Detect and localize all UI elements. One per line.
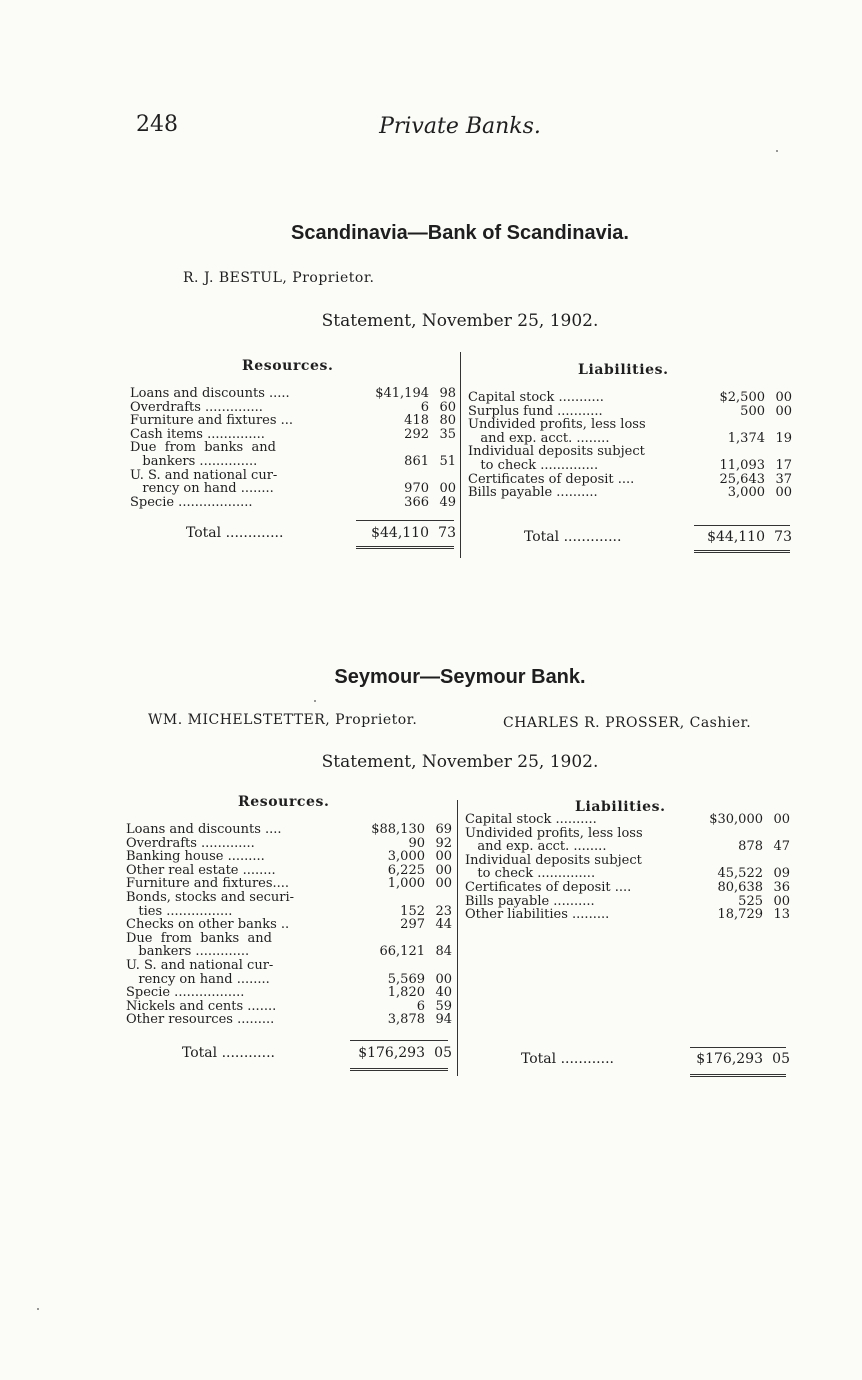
- ledger-row: [465, 867, 790, 881]
- row-label: ties ................: [126, 903, 233, 919]
- row-label: Certificates of deposit ....: [465, 879, 632, 895]
- ledger-row: [468, 405, 792, 419]
- row-cents: 05: [434, 1045, 452, 1061]
- row-amount: 6: [420, 399, 429, 415]
- row-cents: 69: [435, 822, 452, 837]
- row-cents: 60: [439, 399, 456, 415]
- row-amount: 1,374: [727, 430, 765, 446]
- row-label: Specie .................: [126, 985, 245, 1001]
- row-cents: 00: [435, 876, 452, 892]
- subtotal-rule: [690, 1047, 786, 1048]
- ledger-row: [126, 959, 452, 973]
- ledger-row: [130, 482, 456, 496]
- row-amount: $44,110: [371, 525, 429, 541]
- liabilities-total: [468, 531, 792, 545]
- row-label: Capital stock ...........: [468, 390, 604, 405]
- row-label: Capital stock ..........: [465, 812, 597, 827]
- row-label: U. S. and national cur-: [130, 467, 278, 483]
- ledger-row: [465, 895, 790, 909]
- row-amount: 152: [400, 903, 425, 919]
- resources-heading: Resources.: [242, 358, 334, 374]
- ledger-row: [465, 854, 790, 868]
- row-amount: 366: [404, 494, 429, 510]
- row-label: Other resources .........: [126, 1012, 275, 1028]
- row-cents: 94: [435, 1012, 452, 1028]
- row-cents: 35: [439, 426, 456, 442]
- row-amount: $88,130: [371, 822, 425, 837]
- total-double-rule: [694, 550, 790, 553]
- row-amount: 1,000: [387, 876, 425, 892]
- row-cents: 47: [773, 839, 790, 855]
- column-divider: [457, 800, 458, 1076]
- row-label: Loans and discounts ....: [126, 822, 282, 837]
- row-amount: 25,643: [719, 471, 765, 487]
- row-amount: 6,225: [387, 862, 425, 878]
- row-label: Total ............: [182, 1045, 275, 1061]
- print-speck: [776, 150, 778, 152]
- proprietor: WM. MICHELSTETTER, Proprietor.: [148, 712, 418, 728]
- row-amount: $2,500: [719, 390, 765, 405]
- row-label: rency on hand ........: [130, 481, 274, 497]
- row-label: rency on hand ........: [126, 971, 270, 987]
- resources-heading: Resources.: [238, 794, 330, 810]
- row-amount: 297: [400, 917, 425, 933]
- row-label: Total ............: [521, 1051, 614, 1067]
- ledger-row: [126, 1013, 452, 1027]
- bank-title: Scandinavia—Bank of Scandinavia.: [291, 222, 629, 244]
- row-cents: 00: [435, 971, 452, 987]
- ledger-row: [130, 441, 456, 455]
- resources-table: [130, 387, 456, 509]
- ledger-row: [126, 823, 452, 837]
- row-amount: 66,121: [379, 944, 425, 960]
- row-cents: 36: [773, 879, 790, 895]
- subtotal-rule: [694, 525, 790, 526]
- liabilities-heading: Liabilities.: [578, 362, 669, 378]
- row-cents: 73: [774, 529, 792, 545]
- row-amount: 5,569: [387, 971, 425, 987]
- ledger-row: [468, 391, 792, 405]
- statement-date: Statement, November 25, 1902.: [321, 311, 599, 331]
- row-label: Total .............: [186, 525, 284, 541]
- resources-total: [130, 527, 456, 541]
- row-cents: 00: [435, 849, 452, 865]
- resources-total: [126, 1047, 452, 1061]
- row-amount: $176,293: [696, 1051, 763, 1067]
- ledger-row: [465, 881, 790, 895]
- row-label: Bonds, stocks and securi-: [126, 889, 295, 905]
- row-cents: 37: [775, 471, 792, 487]
- row-amount: 45,522: [717, 866, 763, 882]
- row-cents: 59: [435, 998, 452, 1014]
- row-cents: 23: [435, 903, 452, 919]
- row-cents: 00: [775, 403, 792, 419]
- row-amount: 292: [404, 426, 429, 442]
- row-amount: $176,293: [358, 1045, 425, 1061]
- bank-title: Seymour—Seymour Bank.: [334, 666, 586, 688]
- row-label: and exp. acct. ........: [465, 839, 607, 855]
- page-number: 248: [136, 112, 178, 137]
- row-label: to check ..............: [468, 457, 599, 473]
- ledger-row: [126, 986, 452, 1000]
- ledger-row: [465, 908, 790, 922]
- row-amount: 18,729: [717, 907, 763, 923]
- row-label: Furniture and fixtures ...: [130, 413, 294, 429]
- ledger-row: [468, 486, 792, 500]
- row-label: Due from banks and: [130, 440, 276, 456]
- row-label: Other real estate ........: [126, 862, 276, 878]
- ledger-row: [126, 850, 452, 864]
- row-cents: 49: [439, 494, 456, 510]
- row-cents: 00: [775, 390, 792, 405]
- row-label: Specie ..................: [130, 494, 253, 510]
- row-label: Other liabilities .........: [465, 907, 610, 923]
- ledger-row: [126, 837, 452, 851]
- row-label: Bills payable ..........: [468, 485, 598, 501]
- row-amount: 1,820: [387, 985, 425, 1001]
- row-amount: 80,638: [717, 879, 763, 895]
- total-double-rule: [350, 1068, 448, 1071]
- cashier: CHARLES R. PROSSER, Cashier.: [503, 715, 752, 731]
- row-amount: 861: [404, 453, 429, 469]
- ledger-row: [468, 473, 792, 487]
- print-speck: [37, 1308, 39, 1310]
- row-label: Bills payable ..........: [465, 893, 595, 909]
- column-divider: [460, 352, 461, 558]
- row-amount: 3,878: [387, 1012, 425, 1028]
- ledger-row: [126, 932, 452, 946]
- proprietor: R. J. BESTUL, Proprietor.: [183, 270, 375, 286]
- ledger-row: [130, 401, 456, 415]
- row-label: to check ..............: [465, 866, 596, 882]
- row-label: and exp. acct. ........: [468, 430, 610, 446]
- row-cents: 73: [438, 525, 456, 541]
- row-amount: $30,000: [709, 812, 763, 827]
- row-label: Cash items ..............: [130, 426, 265, 442]
- row-label: bankers ..............: [130, 453, 258, 469]
- liabilities-table: [465, 813, 790, 922]
- row-cents: 00: [775, 485, 792, 501]
- row-cents: 05: [772, 1051, 790, 1067]
- total-row: [126, 1047, 452, 1061]
- row-label: Undivided profits, less loss: [465, 825, 643, 841]
- row-label: Individual deposits subject: [468, 444, 645, 460]
- ledger-row: [130, 496, 456, 510]
- row-cents: 00: [773, 893, 790, 909]
- ledger-row: [126, 918, 452, 932]
- row-cents: 17: [775, 457, 792, 473]
- ledger-row: [130, 414, 456, 428]
- row-cents: 09: [773, 866, 790, 882]
- total-row: [468, 531, 792, 545]
- row-amount: 418: [404, 413, 429, 429]
- ledger-row: [126, 1000, 452, 1014]
- row-label: Total .............: [524, 529, 622, 545]
- ledger-row: [126, 877, 452, 891]
- row-cents: 51: [439, 453, 456, 469]
- total-row: [130, 527, 456, 541]
- resources-table: [126, 823, 452, 1027]
- row-amount: 6: [416, 998, 425, 1014]
- row-label: Banking house .........: [126, 849, 265, 865]
- row-label: U. S. and national cur-: [126, 957, 274, 973]
- row-amount: $44,110: [707, 529, 765, 545]
- ledger-row: [126, 905, 452, 919]
- row-cents: 13: [773, 907, 790, 923]
- subtotal-rule: [350, 1040, 448, 1041]
- ledger-row: [468, 459, 792, 473]
- row-cents: 92: [435, 835, 452, 851]
- ledger-row: [130, 455, 456, 469]
- row-cents: 19: [775, 430, 792, 446]
- row-label: Checks on other banks ..: [126, 917, 290, 933]
- row-amount: 500: [740, 403, 765, 419]
- row-label: Undivided profits, less loss: [468, 417, 646, 433]
- row-cents: 40: [435, 985, 452, 1001]
- ledger-row: [126, 891, 452, 905]
- total-double-rule: [356, 546, 454, 549]
- ledger-row: [126, 864, 452, 878]
- row-label: Due from banks and: [126, 930, 272, 946]
- ledger-row: [130, 387, 456, 401]
- row-label: bankers .............: [126, 944, 250, 960]
- row-amount: 3,000: [727, 485, 765, 501]
- ledger-row: [465, 840, 790, 854]
- liabilities-heading: Liabilities.: [575, 799, 666, 815]
- ledger-row: [126, 945, 452, 959]
- ledger-row: [130, 469, 456, 483]
- print-speck: [314, 700, 316, 702]
- row-label: Overdrafts ..............: [130, 399, 263, 415]
- row-label: Loans and discounts .....: [130, 386, 290, 401]
- row-label: Nickels and cents .......: [126, 998, 277, 1014]
- liabilities-total: [465, 1053, 790, 1067]
- ledger-row: [130, 428, 456, 442]
- ledger-row: [468, 432, 792, 446]
- row-label: Furniture and fixtures....: [126, 876, 290, 892]
- row-amount: 3,000: [387, 849, 425, 865]
- row-cents: 98: [439, 386, 456, 401]
- subtotal-rule: [356, 520, 454, 521]
- row-cents: 00: [773, 812, 790, 827]
- row-cents: 00: [435, 862, 452, 878]
- ledger-row: [126, 973, 452, 987]
- liabilities-table: [468, 391, 792, 500]
- row-cents: 00: [439, 481, 456, 497]
- total-row: [465, 1053, 790, 1067]
- row-amount: 90: [408, 835, 425, 851]
- row-label: Individual deposits subject: [465, 852, 642, 868]
- row-cents: 80: [439, 413, 456, 429]
- row-amount: 525: [738, 893, 763, 909]
- ledger-row: [468, 418, 792, 432]
- row-label: Certificates of deposit ....: [468, 471, 635, 487]
- row-amount: 878: [738, 839, 763, 855]
- statement-date: Statement, November 25, 1902.: [321, 752, 599, 772]
- ledger-row: [465, 827, 790, 841]
- ledger-row: [465, 813, 790, 827]
- row-amount: $41,194: [375, 386, 429, 401]
- running-head: Private Banks.: [379, 114, 541, 139]
- total-double-rule: [690, 1074, 786, 1077]
- row-cents: 44: [435, 917, 452, 933]
- ledger-row: [468, 445, 792, 459]
- row-label: Surplus fund ...........: [468, 403, 603, 419]
- row-label: Overdrafts .............: [126, 835, 255, 851]
- row-amount: 11,093: [719, 457, 765, 473]
- row-amount: 970: [404, 481, 429, 497]
- row-cents: 84: [435, 944, 452, 960]
